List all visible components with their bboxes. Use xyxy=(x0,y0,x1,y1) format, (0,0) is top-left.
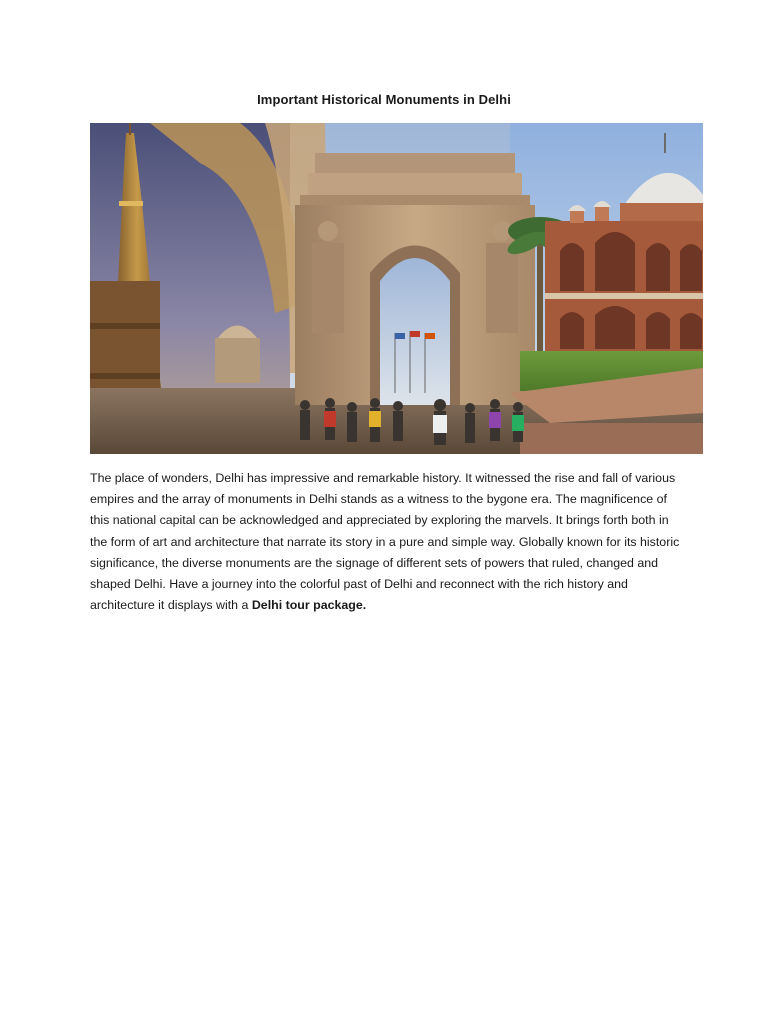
page-title: Important Historical Monuments in Delhi xyxy=(257,92,511,107)
body-text: The place of wonders, Delhi has impressive and remarkable history. It witnessed the rise and fall of various empires and the array of monuments in Delhi stands as a witness to the bygone era. The magnificence of this national capital can be acknowledged and appreciated by exploring the marvels. It brings forth both in the form of art and architecture that narrate its story in a pure and simple way. Globally known for its historic significance, the diverse monuments are the signage of different sets of powers that ruled, changed and shaped Delhi. Have a journey into the colorful past of Delhi and reconnect with the rich history and architecture it displays with a xyxy=(90,471,680,613)
delhi-tour-package-text: Delhi tour package. xyxy=(251,598,367,613)
monument-collage-image xyxy=(90,123,703,454)
body-paragraph xyxy=(90,468,680,616)
